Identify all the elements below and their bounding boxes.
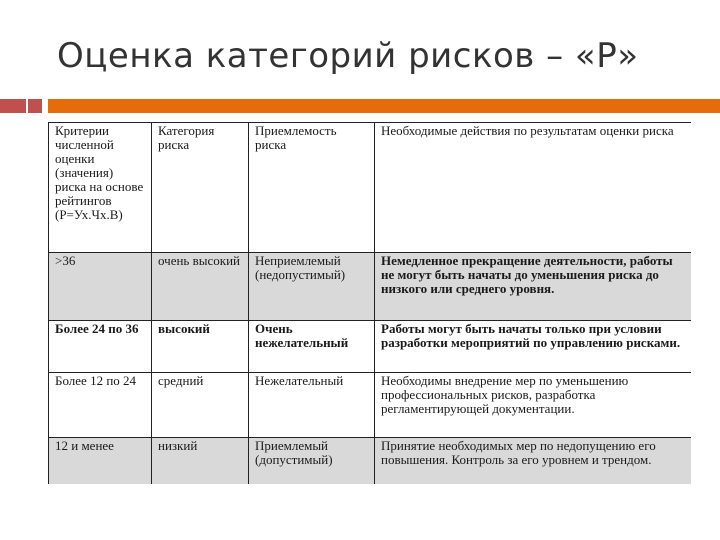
accent-bar-right xyxy=(48,99,720,113)
table-cell: Работы могут быть начаты только при условии разработки мероприятий по управлению рисками. xyxy=(375,321,692,373)
table-cell: Более 24 по 36 xyxy=(49,321,152,373)
table-header-row xyxy=(49,123,692,253)
table-cell: Немедленное прекращение деятельности, работы не могут быть начаты до уменьшения риска до низкого или среднего уровня. xyxy=(375,253,692,321)
table-cell: Очень нежелательный xyxy=(249,321,375,373)
table-cell: 12 и менее xyxy=(49,438,152,485)
header-cell: Категория риска xyxy=(152,123,249,253)
table-cell: Необходимы внедрение мер по уменьшению профессиональных рисков, разработка регламентирующей документации. xyxy=(375,373,692,438)
table-row xyxy=(49,373,692,438)
table-cell: Приемлемый (допустимый) xyxy=(249,438,375,485)
header-cell: Необходимые действия по результатам оценки риска xyxy=(375,123,692,253)
table-row xyxy=(49,321,692,373)
table-cell: средний xyxy=(152,373,249,438)
table-cell: ˃36 xyxy=(49,253,152,321)
slide-title: Оценка категорий рисков – «Р» xyxy=(57,36,639,76)
table-cell: Более 12 по 24 xyxy=(49,373,152,438)
header-cell: Приемлемость риска xyxy=(249,123,375,253)
table-cell: Неприемлемый (недопустимый) xyxy=(249,253,375,321)
table-row xyxy=(49,253,692,321)
accent-square xyxy=(28,99,42,113)
header-cell: Критерии численной оценки (значения) риска на основе рейтингов (Р=Ух.Чх.В) xyxy=(49,123,152,253)
table-row xyxy=(49,438,692,485)
risk-table-image xyxy=(48,122,691,484)
table-cell: очень высокий xyxy=(152,253,249,321)
table-cell: Нежелательный xyxy=(249,373,375,438)
table-cell: низкий xyxy=(152,438,249,485)
table-cell: Принятие необходимых мер по недопущению его повышения. Контроль за его уровнем и трендом. xyxy=(375,438,692,485)
risk-table xyxy=(48,122,691,484)
accent-bar-left xyxy=(0,99,26,113)
table-cell: высокий xyxy=(152,321,249,373)
